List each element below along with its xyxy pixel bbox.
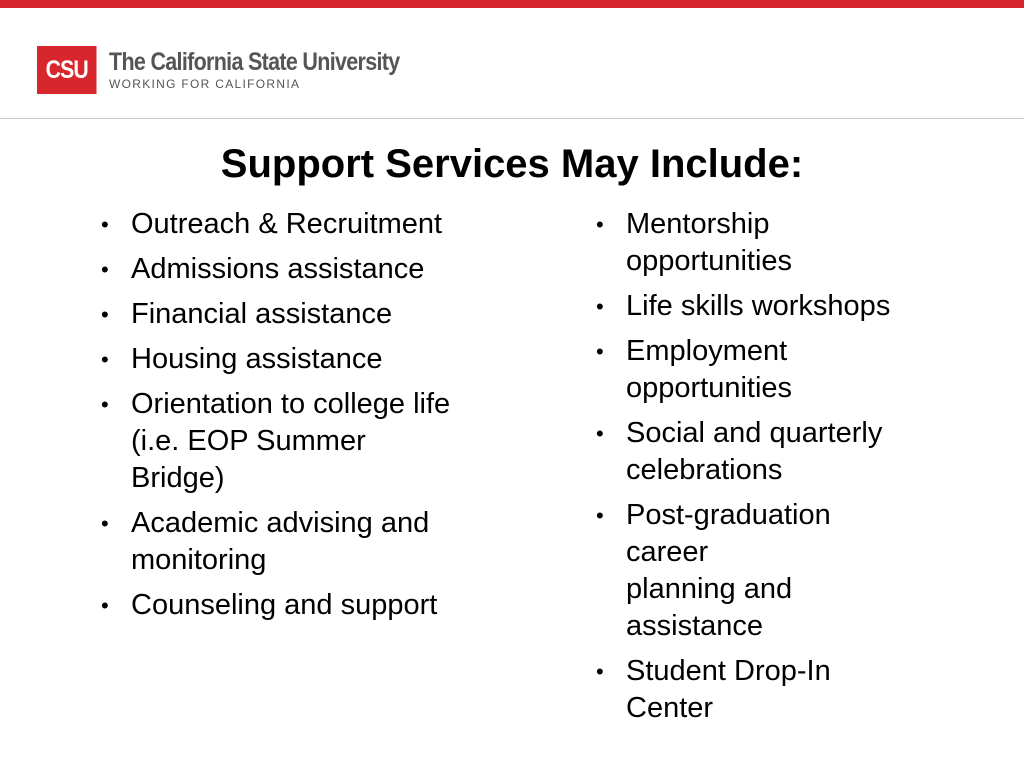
- list-item-text: Post-graduation career planning and assistance: [626, 499, 831, 642]
- list-item: [596, 333, 996, 407]
- list-item-text: Housing assistance: [131, 343, 383, 375]
- bullet-icon: •: [596, 421, 604, 446]
- bullet-icon: •: [101, 257, 109, 282]
- list-item-text: Financial assistance: [131, 298, 393, 330]
- bullet-icon: •: [101, 302, 109, 327]
- bullet-icon: •: [596, 659, 604, 684]
- logo-university-name: The California State University: [109, 47, 400, 76]
- logo-wordmark: [109, 49, 447, 92]
- list-item: [596, 206, 996, 280]
- bullet-icon: •: [596, 294, 604, 319]
- csu-logo-mark: CSU: [37, 46, 97, 94]
- bullet-icon: •: [596, 339, 604, 364]
- bullet-icon: •: [101, 593, 109, 618]
- list-item: [101, 341, 521, 378]
- list-item-text: Social and quarterly celebrations: [626, 417, 883, 486]
- list-item-text: Outreach & Recruitment: [131, 208, 443, 240]
- list-item: [596, 288, 996, 325]
- list-item-text: Student Drop-In Center: [626, 655, 831, 724]
- list-item: [596, 653, 996, 727]
- bullet-icon: •: [101, 212, 109, 237]
- bullet-icon: •: [596, 212, 604, 237]
- header-divider: [0, 118, 1024, 119]
- list-item: [101, 386, 521, 497]
- list-item: [101, 587, 521, 624]
- list-item: [101, 505, 521, 579]
- list-item: [596, 415, 996, 489]
- top-accent-bar: [0, 0, 1024, 8]
- right-bullet-list: [596, 206, 996, 735]
- left-bullet-list: [101, 206, 521, 632]
- bullet-icon: •: [101, 511, 109, 536]
- list-item-text: Counseling and support: [131, 589, 438, 621]
- list-item-text: Employment opportunities: [626, 335, 793, 404]
- list-item: [101, 206, 521, 243]
- csu-logo: [37, 46, 447, 94]
- list-item-text: Academic advising and monitoring: [131, 507, 430, 576]
- list-item: [101, 251, 521, 288]
- bullet-icon: •: [101, 347, 109, 372]
- list-item-text: Mentorship opportunities: [626, 208, 793, 277]
- list-item-text: Life skills workshops: [626, 290, 891, 322]
- list-item: [596, 497, 996, 645]
- list-item-text: Admissions assistance: [131, 253, 425, 285]
- bullet-icon: •: [596, 503, 604, 528]
- logo-tagline: WORKING FOR CALIFORNIA: [109, 76, 301, 91]
- list-item: [101, 296, 521, 333]
- list-item-text: Orientation to college life (i.e. EOP Summer Bridge): [131, 388, 451, 494]
- bullet-icon: •: [101, 392, 109, 417]
- slide-title: Support Services May Include:: [220, 142, 804, 186]
